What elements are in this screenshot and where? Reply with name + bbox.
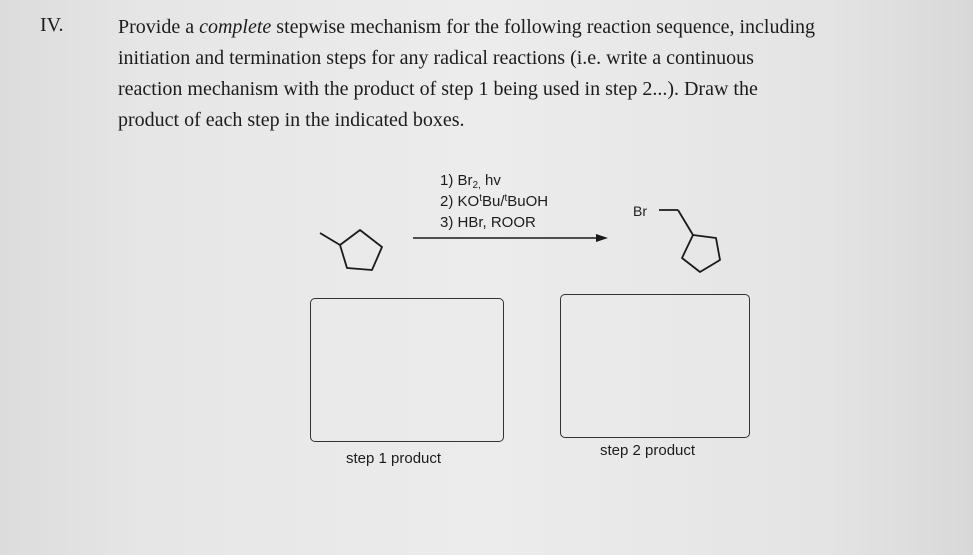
bromine-label: Br <box>633 203 647 219</box>
condition-step-3: 3) HBr, ROOR <box>440 214 536 231</box>
step-2-answer-box[interactable] <box>560 294 750 438</box>
starting-material-structure <box>320 230 382 270</box>
question-line-4: product of each step in the indicated boxes. <box>118 109 465 131</box>
step-1-answer-box[interactable] <box>310 298 504 442</box>
condition-step-1: 1) $Br_{2,}$ hv <box>440 172 501 191</box>
reaction-arrow <box>413 234 608 242</box>
emphasis-complete: complete <box>199 16 272 38</box>
question-number: IV. <box>40 14 64 36</box>
step-1-caption: step 1 product <box>346 450 442 467</box>
product-structure <box>659 210 720 272</box>
condition-step-2: 2) $KO^tBu/^tBuOH$ <box>440 193 549 210</box>
step-2-caption: step 2 product <box>600 442 696 459</box>
question-line-1: Provide a complete stepwise mechanism for the following reaction sequence, including <box>118 16 816 38</box>
question-line-3: reaction mechanism with the product of step 1 being used in step 2...). Draw the <box>118 78 758 100</box>
question-line-2: initiation and termination steps for any radical reactions (i.e. write a continuous <box>118 47 754 69</box>
